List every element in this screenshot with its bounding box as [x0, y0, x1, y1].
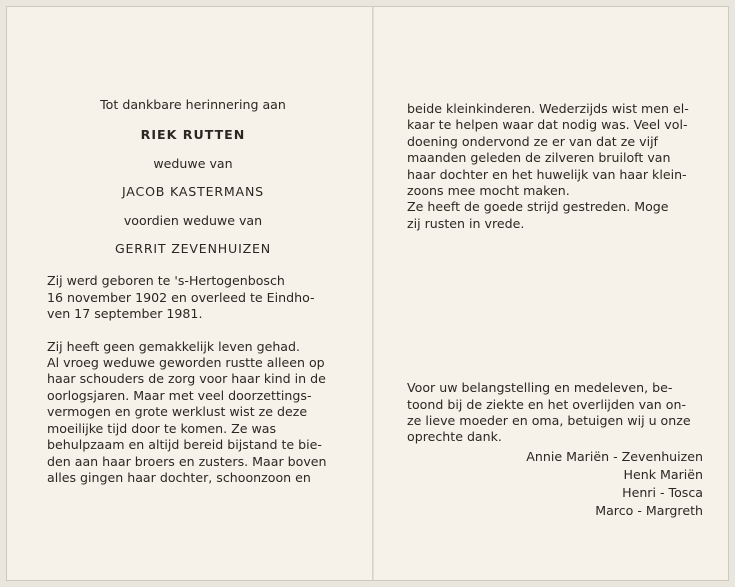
text-line: ven 17 september 1981.	[47, 306, 203, 322]
husband-name: JACOB KASTERMANS	[122, 184, 264, 200]
memorial-card	[6, 6, 729, 581]
text-line: haar schouders de zorg voor haar kind in de	[47, 371, 326, 387]
text-line: zoons mee mocht maken.	[407, 183, 570, 199]
signature-line: Marco - Margreth	[595, 502, 703, 518]
text-line: kaar te helpen waar dat nodig was. Veel vol-	[407, 117, 688, 133]
text-line: Zij werd geboren te 's-Hertogenbosch	[47, 273, 285, 289]
text-line: behulpzaam en altijd bereid bijstand te bie-	[47, 437, 322, 453]
text-line: den aan haar broers en zusters. Maar boven	[47, 453, 327, 469]
text-line: oprechte dank.	[407, 429, 502, 445]
signature-line: Henri - Tosca	[622, 484, 703, 500]
life-paragraph	[47, 339, 339, 487]
card-fold	[372, 7, 374, 580]
signature-line: Henk Mariën	[623, 466, 703, 482]
continuation-paragraph	[407, 101, 703, 232]
text-line: doening ondervond ze er van dat ze vijf	[407, 133, 658, 149]
text-line: maanden geleden de zilveren bruiloft van	[407, 150, 671, 166]
intro-line: Tot dankbare herinnering aan	[100, 97, 286, 112]
first-husband-name: GERRIT ZEVENHUIZEN	[114, 241, 271, 257]
birth-paragraph	[47, 273, 339, 322]
signatures	[407, 448, 703, 520]
thanks-paragraph	[407, 380, 703, 446]
text-line: alles gingen haar dochter, schoonzoon en	[47, 469, 311, 485]
signature-line: Annie Mariën - Zevenhuizen	[526, 448, 703, 464]
text-line: oorlogsjaren. Maar met veel doorzettings-	[47, 387, 312, 403]
text-line: zij rusten in vrede.	[407, 215, 525, 231]
deceased-name: RIEK RUTTEN	[140, 127, 246, 143]
text-line: Voor uw belangstelling en medeleven, be-	[407, 380, 673, 396]
text-line: Ze heeft de goede strijd gestreden. Moge	[407, 199, 669, 215]
text-line: ze lieve moeder en oma, betuigen wij u onze	[407, 413, 691, 429]
text-line: toond bij de ziekte en het overlijden van on-	[407, 396, 687, 412]
widow-of-label: weduwe van	[153, 155, 233, 171]
previously-label: voordien weduwe van	[123, 212, 263, 228]
text-line: vermogen en grote werklust wist ze deze	[47, 404, 308, 420]
left-page	[47, 97, 339, 486]
text-line: 16 november 1902 en overleed te Eindho-	[47, 289, 315, 305]
text-line: Al vroeg weduwe geworden rustte alleen op	[47, 355, 325, 371]
text-line: moeilijke tijd door te komen. Ze was	[47, 420, 277, 436]
right-page	[407, 101, 703, 520]
text-line: Zij heeft geen gemakkelijk leven gehad.	[47, 338, 301, 354]
text-line: haar dochter en het huwelijk van haar klein-	[407, 166, 687, 182]
text-line: beide kleinkinderen. Wederzijds wist men el-	[407, 101, 689, 116]
